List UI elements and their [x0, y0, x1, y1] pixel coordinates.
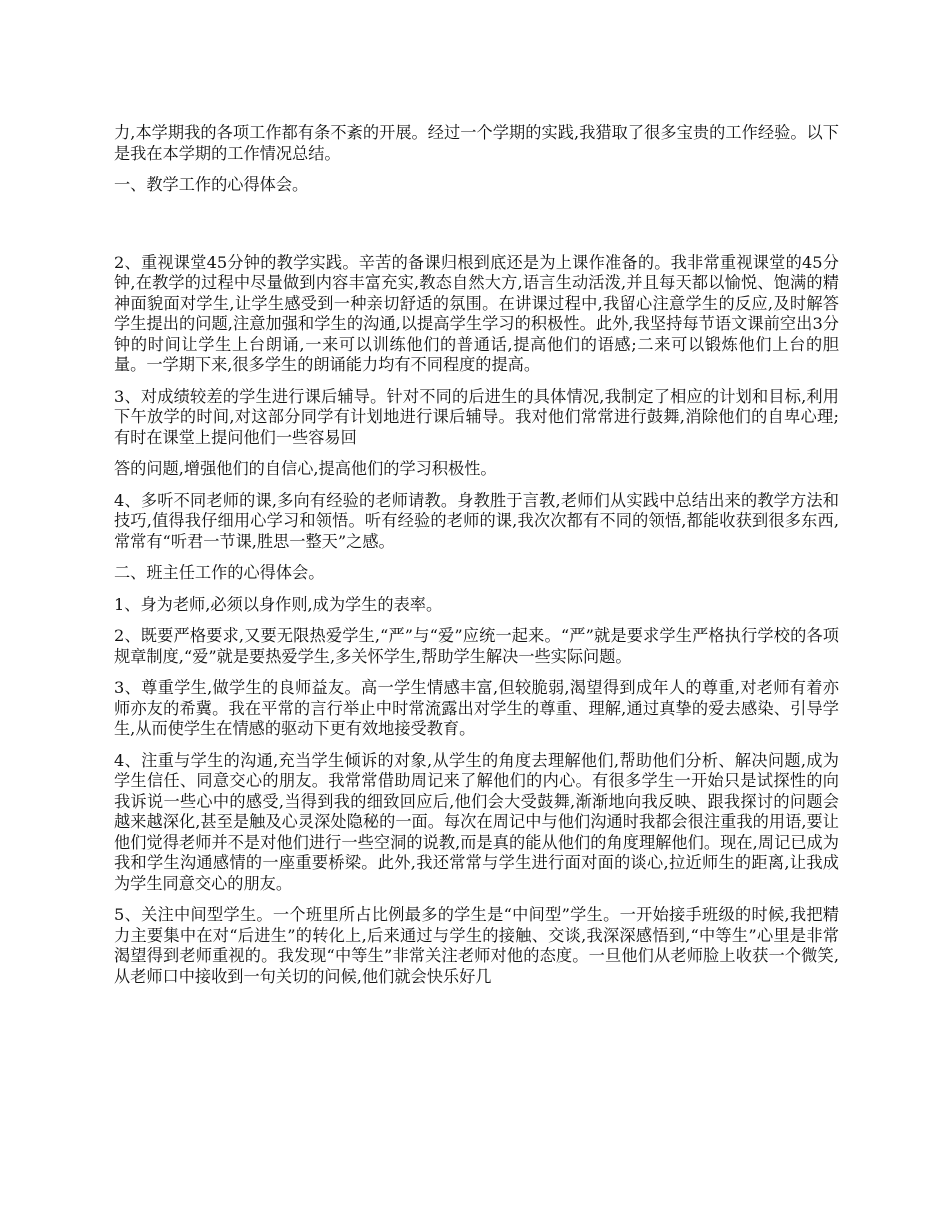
paragraph-class-1: 1、身为老师,必须以身作则,成为学生的表率。 [114, 594, 443, 614]
paragraph-class-2: 2、既要严格要求,又要无限热爱学生,“严”与“爱”应统一起来。“严”就是要求学生严格执行学校的各项规章制度,“爱”就是要热爱学生,多关怀学生,帮助学生解决一些实际问题。 [114, 626, 839, 666]
paragraph-gap [114, 376, 839, 387]
paragraph-gap [114, 584, 839, 595]
paragraph-teaching-3-cont: 答的问题,增强他们的自信心,提高他们的学习积极性。 [114, 459, 497, 478]
paragraph-gap [114, 164, 839, 175]
paragraph-intro: 力,本学期我的各项工作都有条不紊的开展。经过一个学期的实践,我猎取了很多宝贵的工作经验。以下是我在本学期的工作情况总结。 [114, 123, 839, 163]
paragraph-teaching-4: 4、多听不同老师的课,多向有经验的老师请教。身教胜于言教,老师们从实践中总结出来的教学方法和技巧,值得我仔细用心学习和领悟。听有经验的老师的课,我次次都有不同的领悟,都能收获到很多东西,常常有“听君一节课,胜思一整天”之感。 [114, 490, 839, 551]
paragraph-teaching-2: 2、重视课堂45分钟的教学实践。辛苦的备课归根到底还是为上课作准备的。我非常重视课堂的45分钟,在教学的过程中尽量做到内容丰富充实,教态自然大方,语言生动活泼,并且每天都以愉悦、饱满的精神面貌面对学生,让学生感受到一种亲切舒适的氛围。在讲课过程中,我留心注意学生的反应,及时解答学生提出的问题,注意加强和学生的沟通,以提高学生学习的积极性。此外,我坚持每节语文课前空出3分钟的时间让学生上台朗诵,一来可以训练他们的普通话,提高他们的语感;二来可以锻炼他们上台的胆量。一学期下来,很多学生的朗诵能力均有不同程度的提高。 [114, 252, 839, 374]
paragraph-gap [114, 667, 839, 678]
paragraph-gap [114, 615, 839, 626]
heading-teaching: 一、教学工作的心得体会。 [114, 175, 309, 194]
document-page [114, 123, 839, 987]
paragraph-gap [114, 740, 839, 751]
paragraph-class-4: 4、注重与学生的沟通,充当学生倾诉的对象,从学生的角度去理解他们,帮助他们分析、解决问题,成为学生信任、同意交心的朋友。我常常借助周记来了解他们的内心。有很多学生一开始只是试探性的向我诉说一些心中的感受,当得到我的细致回应后,他们会大受鼓舞,渐渐地向我反映、跟我探讨的问题会越来越深化,甚至是触及心灵深处隐秘的一面。每次在周记中与他们沟通时我都会很注重我的用语,要让他们觉得老师并不是对他们进行一些空洞的说教,而是真的能从他们的角度理解他们。现在,周记已成为我和学生沟通感情的一座重要桥梁。此外,我还常常与学生进行面对面的谈心,拉近师生的距离,让我成为学生同意交心的朋友。 [114, 750, 839, 893]
paragraph-class-3: 3、尊重学生,做学生的良师益友。高一学生情感丰富,但较脆弱,渴望得到成年人的尊重,对老师有着亦师亦友的希冀。我在平常的言行举止中时常流露出对学生的尊重、理解,通过真挚的爱去感染、引导学生,从而使学生在情感的驱动下更有效地接受教育。 [114, 678, 839, 738]
paragraph-gap [114, 552, 839, 563]
paragraph-gap [114, 448, 839, 459]
paragraph-gap [114, 480, 839, 491]
paragraph-gap [114, 196, 839, 253]
paragraph-gap [114, 894, 839, 905]
paragraph-teaching-3: 3、对成绩较差的学生进行课后辅导。针对不同的后进生的具体情况,我制定了相应的计划和目标,利用下午放学的时间,对这部分同学有计划地进行课后辅导。我对他们常常进行鼓舞,消除他们的自卑心理;有时在课堂上提问他们一些容易回 [114, 386, 839, 447]
heading-class-teacher: 二、班主任工作的心得体会。 [114, 563, 325, 582]
paragraph-class-5: 5、关注中间型学生。一个班里所占比例最多的学生是“中间型”学生。一开始接手班级的时候,我把精力主要集中在对“后进生”的转化上,后来通过与学生的接触、交谈,我深深感悟到,“中等生”心里是非常渴望得到老师重视的。我发现“中等生”非常关注老师对他的态度。一旦他们从老师脸上收获一个微笑,从老师口中接收到一句关切的问候,他们就会快乐好几 [114, 905, 839, 986]
